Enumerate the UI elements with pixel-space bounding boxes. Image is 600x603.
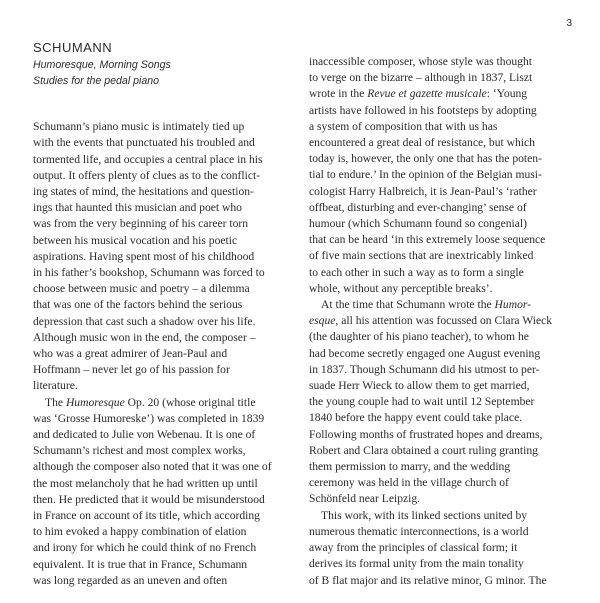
paragraph-intro — [33, 119, 289, 394]
text-line: to him evoked a happy combination of elation — [33, 525, 247, 539]
text-line: Schönfeld near Leipzig. — [309, 492, 421, 506]
page-number: 3 — [566, 18, 572, 29]
text-line: whole, without any perceptible breaks’. — [309, 281, 493, 295]
work-subtitle-line-1: Humoresque, Morning Songs — [33, 59, 171, 72]
text-line: who was a great admirer of Jean-Paul and — [33, 347, 228, 361]
text-line: in France on account of its title, which according — [33, 509, 260, 523]
paragraph-clara-wieck — [309, 297, 569, 508]
text-line: between his musical vocation and his poetic — [33, 233, 238, 247]
text-line: of five main sections that are inextricably linked — [309, 249, 534, 263]
text-line: ings that haunted this musician and poet who — [33, 201, 242, 215]
text-line: the most melancholy that he had written up until — [33, 476, 258, 490]
text-line: offbeat, disturbing and ever-changing’ sense of — [309, 200, 527, 214]
text-line: was from the very beginning of his career torn — [33, 217, 249, 231]
text-line: This work, with its linked sections united by — [321, 508, 528, 522]
text-line: Hoffmann – never let go of his passion for — [33, 363, 230, 377]
text-line: Schumann’s richest and most complex works, — [33, 444, 246, 458]
work-subtitle-line-2: Studies for the pedal piano — [33, 75, 160, 88]
text-line: them permission to marry, and the wedding — [309, 460, 511, 474]
text-line: and dedicated to Julie von Webenau. It is one of — [33, 428, 256, 442]
text-line: humour (which Schumann found so congenial) — [309, 217, 527, 231]
text-line: Following months of frustrated hopes and dreams, — [309, 427, 543, 441]
text-line: Schumann’s piano music is intimately tied up — [33, 120, 245, 134]
text-line: tormented life, and occupies a central place in his — [33, 152, 263, 166]
text-line: with the events that punctuated his troubled and — [33, 136, 255, 150]
text-line: aspirations. Having spent most of his childhood — [33, 249, 255, 263]
text-line: in his father’s bookshop, Schumann was forced to — [33, 266, 265, 280]
text-line: although the composer also noted that it was one of — [33, 460, 272, 474]
text-line: The Humoresque Op. 20 (whose original title — [45, 395, 256, 409]
text-line: inaccessible composer, whose style was thought — [309, 55, 532, 68]
text-line: literature. — [33, 379, 78, 393]
paragraph-liszt-quote — [309, 54, 569, 297]
text-line: suade Herr Wieck to allow them to get married, — [309, 379, 530, 393]
text-line: that can be heard ‘in this extremely loose sequence — [309, 233, 546, 247]
text-line: today is, however, the only one that has the poten- — [309, 152, 542, 166]
text-line: had become secretly engaged one August evening — [309, 346, 541, 360]
text-line: Although music won in the end, the composer – — [33, 330, 256, 344]
text-line: derives its formal unity from the main tonality — [309, 557, 524, 571]
text-line: output. It offers plenty of clues as to the conflict- — [33, 168, 261, 182]
text-line: numerous thematic interconnections, is a world — [309, 524, 529, 538]
text-line: that was one of the factors behind the serious — [33, 298, 243, 312]
text-line: was long regarded as an uneven and often — [33, 573, 228, 587]
left-column — [33, 40, 289, 589]
text-line: then. He predicted that it would be misunderstood — [33, 492, 265, 506]
text-line: a system of composition that with us has — [309, 119, 498, 133]
right-column — [309, 54, 569, 589]
text-line: (the daughter of his piano teacher), to whom he — [309, 330, 529, 344]
text-line: was ‘Grosse Humoreske’) was completed in 1839 — [33, 411, 265, 425]
text-line: esque, all his attention was focussed on Clara Wieck — [309, 314, 553, 328]
text-line: equivalent. It is true that in France, Schumann — [33, 557, 248, 571]
text-line: and irony for which he could think of no French — [33, 541, 257, 555]
text-line: wrote in the Revue et gazette musicale: ‘Young — [309, 87, 528, 101]
text-line: encountered a great deal of resistance, but which — [309, 136, 535, 150]
text-line: ing states of mind, the hesitations and question- — [33, 185, 254, 199]
text-line: the young couple had to wait until 12 September — [309, 395, 535, 409]
text-line: 1840 before the happy event could take place. — [309, 411, 523, 425]
paragraph-humoresque — [33, 395, 289, 589]
text-line: cologist Harry Halbreich, it is Jean-Paul’s ‘rather — [309, 184, 537, 198]
text-line: away from the principles of classical form; it — [309, 541, 518, 555]
paragraph-formal-unity — [309, 508, 569, 589]
text-line: to verge on the bizarre – although in 1837, Liszt — [309, 71, 533, 85]
text-line: of B flat major and its relative minor, G minor. The — [309, 573, 547, 587]
composer-title: SCHUMANN — [33, 40, 113, 55]
text-line: tial to endure.’ In the opinion of the Belgian musi- — [309, 168, 542, 182]
text-line: artists have followed in his footsteps by adopting — [309, 103, 537, 117]
text-line: to each other in such a way as to form a single — [309, 265, 524, 279]
text-line: depression that cast such a shadow over his life. — [33, 314, 256, 328]
text-line: ceremony was held in the village church of — [309, 476, 509, 490]
text-line: At the time that Schumann wrote the Humor- — [321, 298, 532, 312]
text-line: choose between music and poetry – a dilemma — [33, 282, 250, 296]
text-line: Robert and Clara obtained a court ruling granting — [309, 443, 538, 457]
text-line: in 1837. Though Schumann did his utmost to per- — [309, 362, 540, 376]
